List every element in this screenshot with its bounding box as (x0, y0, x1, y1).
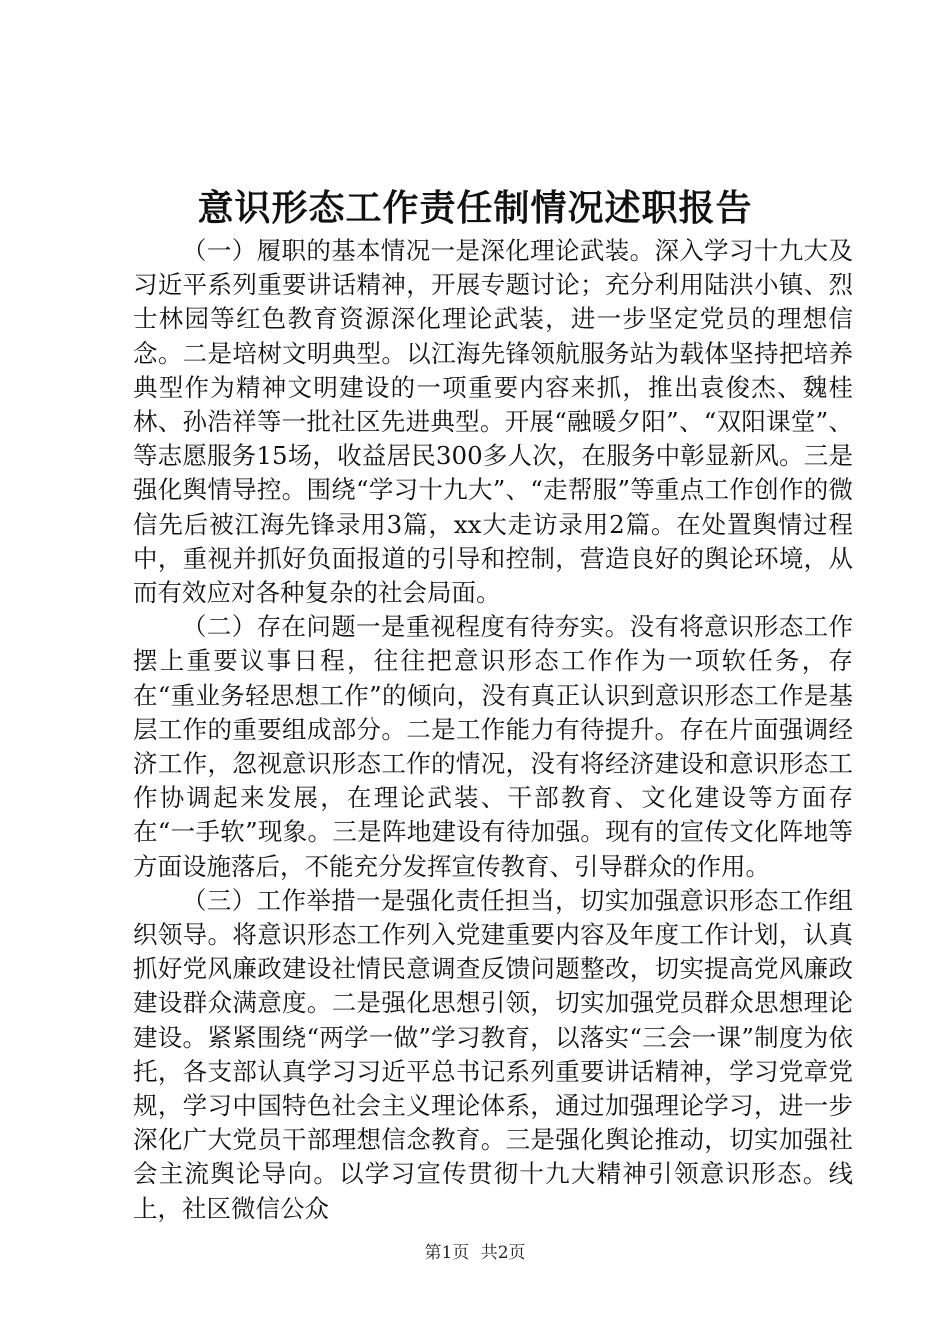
paragraph-performance: （一）履职的基本情况一是深化理论武装。深入学习十九大及习近平系列重要讲话精神，开展专题讨论；充分利用陆洪小镇、烈士林园等红色教育资源深化理论武装，进一步坚定党员的理想信念。二是培树文明典型。以江海先锋领航服务站为载体坚持把培养典型作为精神文明建设的一项重要内容来抓，推出袁俊杰、魏桂林、孙浩祥等一批社区先进典型。开展“融暖夕阳”、“双阳课堂”、等志愿服务15场，收益居民300多人次，在服务中彰显新风。三是强化舆情导控。围绕“学习十九大”、“走帮服”等重点工作创作的微信先后被江海先锋录用3篇，xx大走访录用2篇。在处置舆情过程中，重视并抓好负面报道的引导和控制，营造良好的舆论环境，从而有效应对各种复杂的社会局面。 (133, 236, 853, 608)
document-body (133, 234, 853, 1226)
page-number-current: 第1页 (424, 1243, 470, 1263)
paragraph-measures: （三）工作举措一是强化责任担当，切实加强意识形态工作组织领导。将意识形态工作列入党建重要内容及年度工作计划，认真抓好党风廉政建设社情民意调查反馈问题整改，切实提高党风廉政建设群众满意度。二是强化思想引领，切实加强党员群众思想理论建设。紧紧围绕“两学一做”学习教育，以落实“三会一课”制度为依托，各支部认真学习习近平总书记系列重要讲话精神，学习党章党规，学习中国特色社会主义理论体系，通过加强理论学习，进一步深化广大党员干部理想信念教育。三是强化舆论推动，切实加强社会主流舆论导向。以学习宣传贯彻十九大精神引领意识形态。线上，社区微信公众 (133, 885, 853, 1223)
page-footer (0, 1241, 950, 1265)
document-title: 意识形态工作责任制情况述职报告 (197, 187, 753, 229)
paragraph-problems: （二）存在问题一是重视程度有待夯实。没有将意识形态工作摆上重要议事日程，往往把意识形态工作作为一项软任务，存在“重业务轻思想工作”的倾向，没有真正认识到意识形态工作是基层工作的重要组成部分。二是工作能力有待提升。存在片面强调经济工作，忽视意识形态工作的情况，没有将经济建设和意识形态工作协调起来发展，在理论武装、干部教育、文化建设等方面存在“一手软”现象。三是阵地建设有待加强。现有的宣传文化阵地等方面设施落后，不能充分发挥宣传教育、引导群众的作用。 (133, 612, 853, 881)
page-number-total: 共2页 (480, 1243, 526, 1263)
